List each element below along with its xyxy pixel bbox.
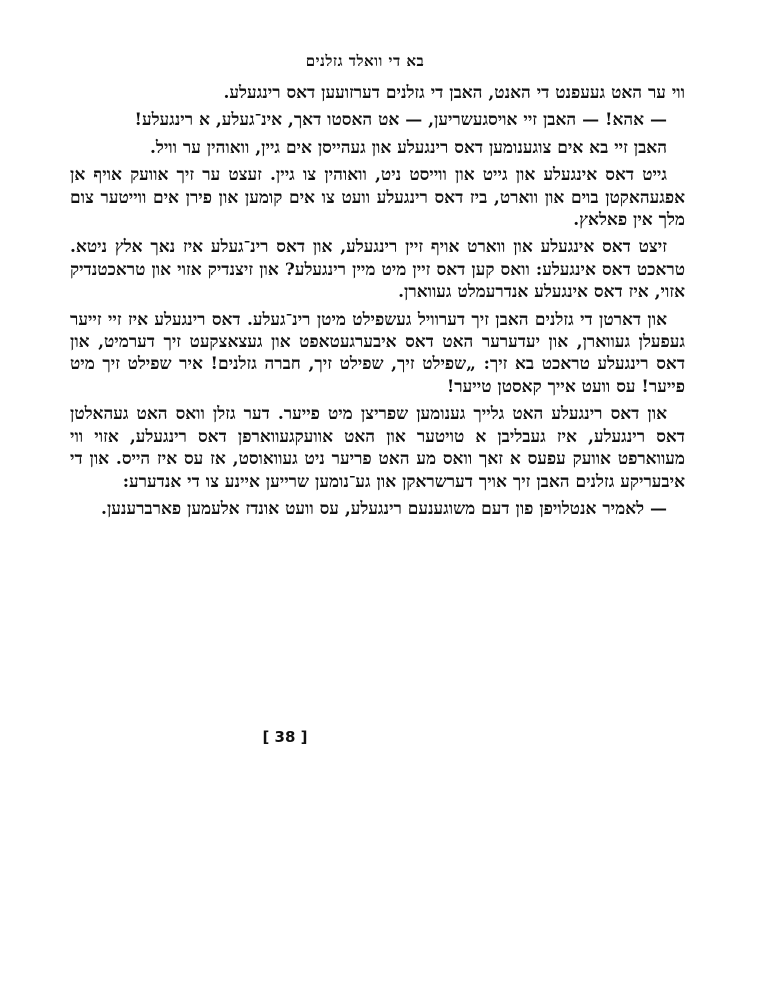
paragraph-3: האבן זיי בא אים צוגענומען דאס רינגעלע און געהייסן אים גיין, וואוהין ער וויל. [149,137,667,158]
paragraph-7: און דאס רינגעלע האט גלייך גענומען שפריצן מיט פייער. דער גזלן וואס האט געהאלטן דאס רינגעלע, איז געבליבן א טויטער און האט אוועקגעווארפן דאס רינגעלע, אזוי ווי מעווארפט אוועק עפעס א זאך וואס מע האט פריער ניט געוואוסט, אז עס איז הייס. און די איבעריקע גזלנים האבן זיך אויך דערשראקן און גע־נומען שרייען איינע צו די אנדערע: [70,404,685,492]
paragraph-5: זיצט דאס אינגעלע און ווארט אויף זיין רינגעלע, און דאס רינ־געלע איז נאך אלץ ניטא. טראכט דאס אינגעלע: וואס קען דאס זיין מיט מיין רינגעלע? און זיצנדיק אזוי און טראכטנדיק אזוי, איז דאס אינגעלע אנדרעמלט געווארן. [70,237,685,303]
paragraph-6: און דארטן די גזלנים האבן זיך דערוויל געשפילט מיטן רינ־געלע. דאס רינגעלע איז זיי זייער געפעלן געווארן, און יעדערער האט דאס איבערגעטאפט און געצאצקעט זיך דערמיט, און דאס רינגעלע טראכט בא זיך: „שפילט זיך, שפילט זיך, חברה גזלנים! איר שפילט זיך מיט פייער! עס וועט אייך קאסטן טייער! [70,309,685,397]
paragraph-2: — אהא! — האבן זיי אויסגעשריען, — אט האסטו דאך, אינ־געלע, א רינגעלע! [134,110,667,131]
running-head: בא די וואלד גזלנים [305,52,425,70]
body-text [70,82,685,525]
paragraph-8: — לאמיר אנטלויפן פון דעם משוגענעם רינגעלע, עס וועט אונדז אלעמען פארברענען. [101,498,667,519]
paragraph-4: גייט דאס אינגעלע און גייט און ווייסט ניט, וואוהין צו גיין. זעצט ער זיך אוועק אויף אן אפגעהאקטן בוים און ווארט, ביז דאס רינגעלע וועט צו אים קומען און פירן אים ווייטער צום מלך אין פאלאץ. [70,165,685,231]
page-number: [ 38 ] [262,728,308,746]
paragraph-1: ווי ער האט געעפנט די האנט, האבן די גזלנים דערזועען דאס רינגעלע. [223,83,685,103]
